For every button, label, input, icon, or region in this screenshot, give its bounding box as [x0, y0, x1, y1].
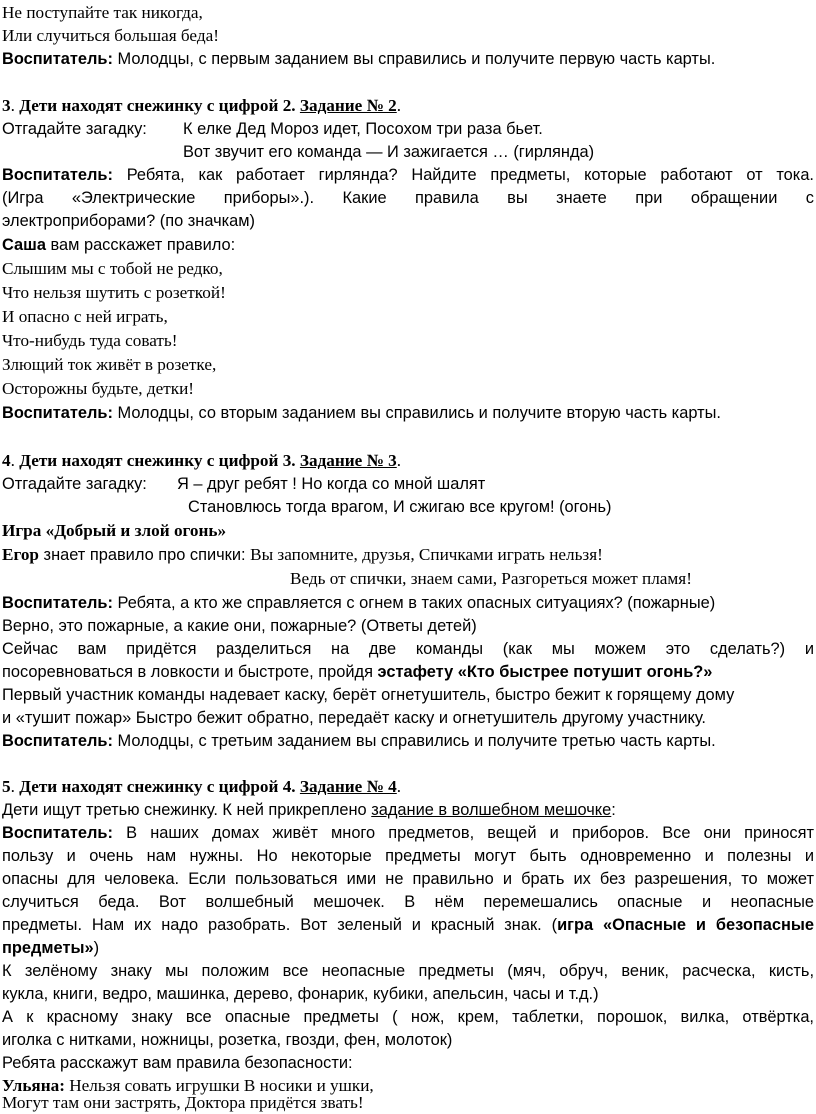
paragraph-line: Ребята расскажут вам правила безопасности: [2, 1054, 353, 1072]
line-text: Нельзя совать игрушки В носики и ушки, [64, 1076, 374, 1095]
task-heading-text: Дети находят снежинку с цифрой 2. [19, 96, 300, 115]
paragraph-line: электроприборами? (по значкам) [2, 212, 255, 230]
riddle-text: Я – друг ребят ! Но когда со мной шалят [177, 475, 486, 493]
game-title: игра «Опасные и безопасные [557, 916, 814, 934]
paragraph-line [2, 48, 814, 70]
paragraph-line: предметы») [2, 939, 100, 957]
paragraph-line: Дети ищут третью снежинку. К ней прикреплено задание в волшебном мешочке: [2, 801, 616, 819]
speaker-label: Ульяна: [2, 1076, 65, 1095]
speaker-label: Егор [2, 545, 39, 564]
speaker-label: Воспитатель: [2, 594, 113, 612]
task-heading [2, 450, 814, 472]
poem-line: Что нельзя шутить с розеткой! [2, 283, 226, 302]
paragraph-line: иголка с нитками, ножницы, розетка, гвозди, фен, молоток) [2, 1031, 453, 1049]
riddle-line: Становлюсь тогда врагом, И сжигаю все кругом! (огонь) [188, 498, 612, 516]
riddle-label: Отгадайте загадку: [2, 475, 147, 493]
task-dot: . [10, 451, 20, 470]
task-dot: . [10, 96, 20, 115]
task-heading-text: Дети находят снежинку с цифрой 4. [19, 777, 300, 796]
paragraph-line [2, 914, 814, 936]
speaker-label: Воспитатель: [2, 404, 113, 422]
task-end: . [396, 451, 402, 470]
poem-line: Осторожны будьте, детки! [2, 379, 195, 398]
paragraph-line: А к красному знаку все опасные предметы ( нож, крем, таблетки, порошок, вилка, отвёртка, [2, 1008, 814, 1026]
line-text: Дети ищут третью снежинку. К ней прикреплено [2, 801, 372, 819]
poem-line: Не поступайте так никогда, [2, 3, 203, 22]
poem-line: Что-нибудь туда совать! [2, 331, 178, 350]
paragraph-line: (Игра «Электрические приборы».). Какие правила вы знаете при обращении с [2, 189, 814, 207]
rhyme-line: Ведь от спички, знаем сами, Разгореться может пламя! [290, 569, 692, 588]
paragraph-line [2, 730, 814, 752]
paragraph-line: К зелёному знаку мы положим все неопасные предметы (мяч, обруч, веник, расческа, кисть, [2, 962, 814, 980]
task-number: 4 [2, 451, 11, 470]
line-text: Ребята, а кто же справляется с огнем в таких опасных ситуациях? (пожарные) [112, 594, 716, 612]
riddle-line [2, 473, 814, 495]
task-end: . [396, 777, 402, 796]
line-text: вам расскажет правило: [45, 236, 236, 254]
riddle-line: Вот звучит его команда — И зажигается … (гирлянда) [183, 143, 595, 161]
line-text: посоревноваться в ловкости и быстроте, пройдя [2, 663, 378, 681]
paragraph-line [2, 544, 814, 566]
task-title: Задание № 2 [299, 96, 397, 115]
paragraph-line [2, 592, 814, 614]
task-end: . [396, 96, 402, 115]
paragraph-line: Верно, это пожарные, а какие они, пожарные? (Ответы детей) [2, 617, 477, 635]
paragraph-line: опасны для человека. Если пользоваться ими не правильно и брать их без разрешения, то может [2, 870, 814, 888]
rhyme-text: Вы запомните, друзья, Спичками играть нельзя! [250, 545, 603, 564]
line-text: Молодцы, с первым заданием вы справились и получите первую часть карты. [112, 50, 716, 68]
line-text: знает правило про спички: [39, 546, 251, 564]
poem-line: Злющий ток живёт в розетке, [2, 355, 217, 374]
task-number: 5 [2, 777, 11, 796]
speaker-label: Воспитатель: [2, 50, 113, 68]
speaker-label: Воспитатель: [2, 732, 113, 750]
paragraph-line [2, 822, 814, 844]
paragraph-line [2, 234, 814, 256]
speaker-label: Саша [2, 236, 46, 254]
riddle-label: Отгадайте загадку: [2, 120, 147, 138]
line-text: Ребята, как работает гирлянда? Найдите предметы, которые работают от тока. [112, 166, 814, 184]
riddle-line [2, 118, 814, 140]
speaker-label: Воспитатель: [2, 166, 113, 184]
game-title: предметы» [2, 939, 94, 957]
paragraph-line: и «тушит пожар» Быстро бежит обратно, передаёт каску и огнетушитель другому участнику. [2, 709, 706, 727]
poem-line: Слышим мы с тобой не редко, [2, 259, 223, 278]
paragraph-line: кукла, книги, ведро, машинка, дерево, фонарик, кубики, апельсин, часы и т.д.) [2, 985, 599, 1003]
task-title: Задание № 4 [299, 777, 397, 796]
line-text: предметы. Нам их надо разобрать. Вот зеленый и красный знак. ( [2, 916, 558, 934]
task-heading-text: Дети находят снежинку с цифрой 3. [19, 451, 300, 470]
poem-line: Или случиться большая беда! [2, 26, 219, 45]
poem-line: Могут там они застрять, Доктора придётся звать! [2, 1093, 364, 1112]
underlined-text: задание в волшебном мешочке [371, 801, 612, 819]
poem-line: И опасно с ней играть, [2, 307, 168, 326]
line-text: В наших домах живёт много предметов, вещей и приборов. Все они приносят [112, 824, 814, 842]
task-dot: . [10, 777, 20, 796]
task-number: 3 [2, 96, 11, 115]
line-text: Молодцы, со вторым заданием вы справились и получите вторую часть карты. [112, 404, 721, 422]
paragraph-line [2, 661, 814, 683]
line-text: Молодцы, с третьим заданием вы справились и получите третью часть карты. [112, 732, 716, 750]
paragraph-line: Первый участник команды надевает каску, берёт огнетушитель, быстро бежит к горящему дому [2, 686, 735, 704]
paragraph-line: Сейчас вам придётся разделиться на две команды (как мы можем это сделать?) и [2, 640, 814, 658]
paragraph-line [2, 164, 814, 186]
relay-title: эстафету «Кто быстрее потушит огонь?» [377, 663, 713, 681]
riddle-text: К елке Дед Мороз идет, Посохом три раза бьет. [183, 120, 543, 138]
paragraph-line [2, 402, 814, 424]
speaker-label: Воспитатель: [2, 824, 113, 842]
paragraph-line: пользу и очень нам нужны. Но некоторые предметы могут быть одновременно и полезны и [2, 847, 814, 865]
task-heading [2, 776, 814, 798]
paragraph-line: случиться беда. Вот волшебный мешочек. В нём перемешались опасные и неопасные [2, 893, 814, 911]
game-title: Игра «Добрый и злой огонь» [2, 521, 227, 540]
task-title: Задание № 3 [299, 451, 397, 470]
task-heading [2, 95, 814, 117]
